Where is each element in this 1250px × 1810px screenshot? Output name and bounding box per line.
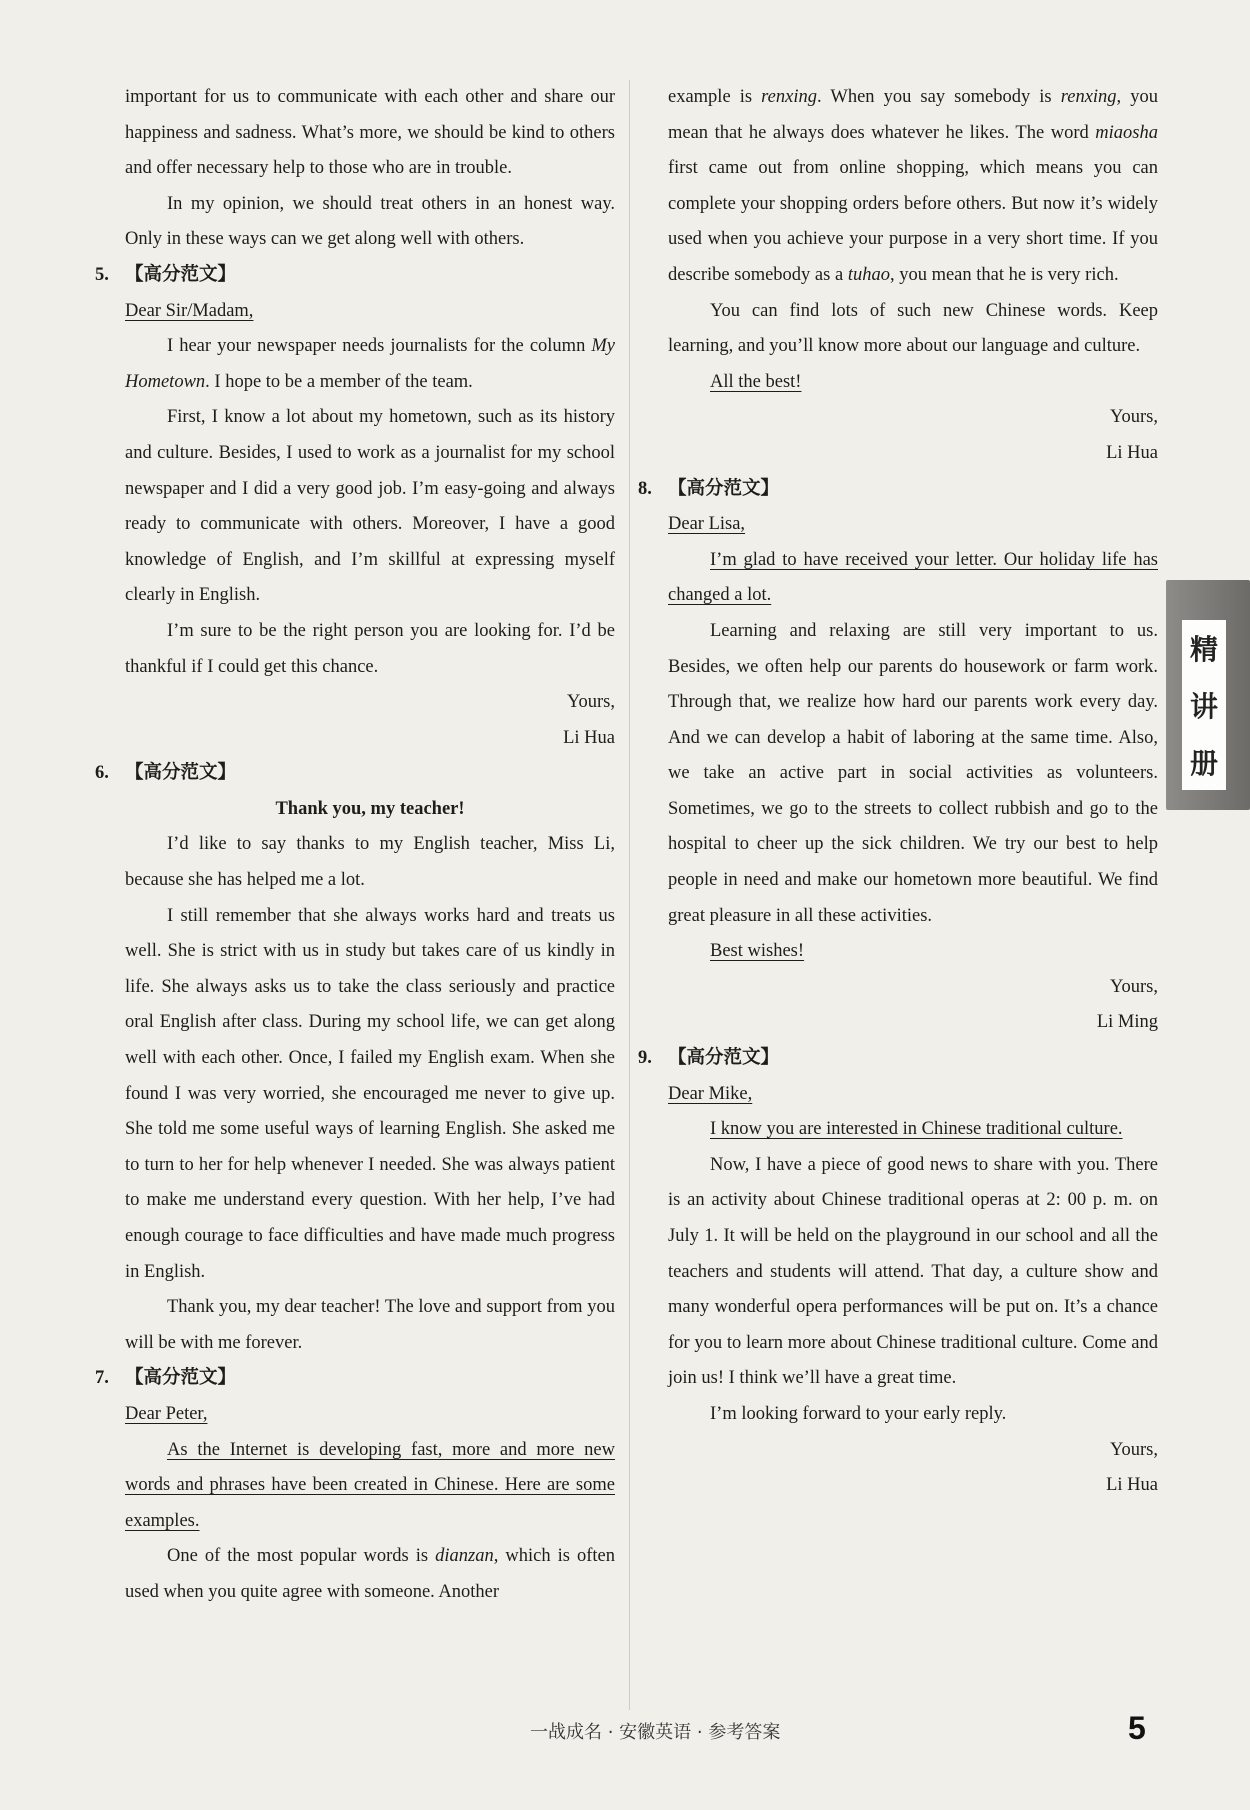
letter-signature: Li Ming bbox=[1096, 1012, 1158, 1033]
section-label: 【高分范文】 bbox=[125, 264, 237, 285]
section-label: 【高分范文】 bbox=[125, 1368, 237, 1389]
letter-wish: Best wishes! bbox=[710, 941, 805, 962]
column-name: My Hometown bbox=[125, 336, 615, 392]
paragraph: I still remember that she always works hard and treats us well. She is strict with us in study but takes care of us kindly in life. She always asks us to take the class seriously and practice oral English after class. During my school life, we can get along well with each other. Once, I failed my English exam. When she found I was very worried, she encouraged me never to give up. She told me some useful ways of learning English. She asked me to turn to her for help whenever I needed. She was always patient to make me understand every question. With her help, I’ve had enough courage to face difficulties and have made much progress in English. bbox=[125, 905, 615, 1282]
paragraph: I’m sure to be the right person you are looking for. I’d be thankful if I could get this chance. bbox=[125, 620, 615, 677]
letter-signature: Li Hua bbox=[1106, 442, 1158, 463]
letter-closing: Yours, bbox=[567, 692, 615, 713]
side-tab-label bbox=[1182, 620, 1226, 790]
section-heading-7 bbox=[95, 1361, 615, 1397]
letter-closing: Yours, bbox=[1110, 976, 1158, 997]
essay-title: Thank you, my teacher! bbox=[275, 798, 465, 819]
page-number: 5 bbox=[1128, 1710, 1146, 1746]
section-number: 9. bbox=[638, 1048, 652, 1069]
letter-greeting: Dear Lisa, bbox=[668, 514, 746, 535]
side-tab-char: 精 bbox=[1189, 633, 1218, 667]
letter-closing: Yours, bbox=[1110, 1439, 1158, 1460]
paragraph: I’d like to say thanks to my English teacher, Miss Li, because she has helped me a lot. bbox=[125, 834, 615, 891]
section-heading-9 bbox=[638, 1041, 1158, 1077]
left-column bbox=[95, 80, 616, 1611]
letter-signature: Li Hua bbox=[563, 727, 615, 748]
paragraph: important for us to communicate with each other and share our happiness and sadness. What’s more, we should be kind to others and offer necessary help to those who are in trouble. bbox=[125, 87, 615, 179]
section-label: 【高分范文】 bbox=[668, 478, 780, 499]
paragraph: I’m looking forward to your early reply. bbox=[710, 1403, 1007, 1424]
section-number: 6. bbox=[95, 763, 109, 784]
paragraph: Learning and relaxing are still very important to us. Besides, we often help our parents do housework or farm work. Through that, we realize how hard our parents work every day. And we can develop a habit of laboring at the same time. Also, we take an active part in social activities as volunteers. Sometimes, we go to the streets to collect rubbish and go to the hospital to cheer up the sick children. We try our best to help people in need and make our hometown more beautiful. We find great pleasure in all these activities. bbox=[668, 620, 1158, 926]
letter-signature: Li Hua bbox=[1106, 1475, 1158, 1496]
paragraph: I hear your newspaper needs journalists for the column My Hometown. I hope to be a member of the team. bbox=[125, 336, 615, 392]
section-number: 8. bbox=[638, 478, 652, 499]
page-footer bbox=[0, 1710, 1250, 1750]
paragraph: Thank you, my dear teacher! The love and support from you will be with me forever. bbox=[125, 1297, 615, 1353]
paragraph: One of the most popular words is dianzan, which is often used when you quite agree with someone. Another bbox=[125, 1546, 616, 1602]
section-label: 【高分范文】 bbox=[668, 1048, 780, 1069]
section-number: 5. bbox=[95, 264, 109, 285]
paragraph: example is renxing. When you say somebody is renxing, you mean that he always does whatever he likes. The word miaosha first came out from online shopping, which means you can complete your shopping orders before others. But now it’s widely used when you achieve your purpose in a very short time. If you describe somebody as a tuhao, you mean that he is very rich. bbox=[668, 87, 1158, 285]
letter-greeting: Dear Sir/Madam, bbox=[125, 300, 254, 321]
paragraph: You can find lots of such new Chinese words. Keep learning, and you’ll know more about our language and culture. bbox=[668, 300, 1158, 357]
side-tab-char: 讲 bbox=[1189, 689, 1218, 723]
letter-greeting: Dear Peter, bbox=[125, 1403, 208, 1424]
paragraph: In my opinion, we should treat others in an honest way. Only in these ways can we get along well with others. bbox=[125, 193, 615, 250]
paragraph: First, I know a lot about my hometown, such as its history and culture. Besides, I used to work as a journalist for my school newspaper and I did a very good job. I’m easy-going and always ready to communicate with others. Moreover, I have a good knowledge of English, and I’m skillful at expressing myself clearly in English. bbox=[125, 407, 615, 606]
footer-title: 一战成名 · 安徽英语 · 参考答案 bbox=[530, 1722, 781, 1743]
letter-intro: I’m glad to have received your letter. Our holiday life has changed a lot. bbox=[668, 549, 1158, 606]
letter-intro: As the Internet is developing fast, more and more new words and phrases have been created in Chinese. Here are some examples. bbox=[125, 1439, 615, 1531]
letter-closing: Yours, bbox=[1110, 407, 1158, 428]
letter-wish: All the best! bbox=[710, 371, 802, 392]
paragraph: Now, I have a piece of good news to share with you. There is an activity about Chinese traditional operas at 2: 00 p. m. on July 1. It will be held on the playground in our school and all the teachers and students will attend. That day, a culture show and many wonderful opera performances will be put on. It’s a chance for you to learn more about Chinese traditional culture. Come and join us! I think we’ll have a great time. bbox=[668, 1154, 1158, 1389]
letter-intro: I know you are interested in Chinese traditional culture. bbox=[710, 1119, 1123, 1140]
section-side-tab bbox=[1166, 580, 1250, 810]
section-heading-8 bbox=[638, 472, 1158, 508]
section-number: 7. bbox=[95, 1368, 109, 1389]
section-heading-6 bbox=[95, 756, 615, 792]
letter-greeting: Dear Mike, bbox=[668, 1083, 753, 1104]
side-tab-char: 册 bbox=[1189, 746, 1218, 780]
right-column bbox=[638, 80, 1158, 1504]
section-label: 【高分范文】 bbox=[125, 763, 237, 784]
column-divider bbox=[629, 80, 630, 1710]
section-heading-5 bbox=[95, 258, 615, 294]
